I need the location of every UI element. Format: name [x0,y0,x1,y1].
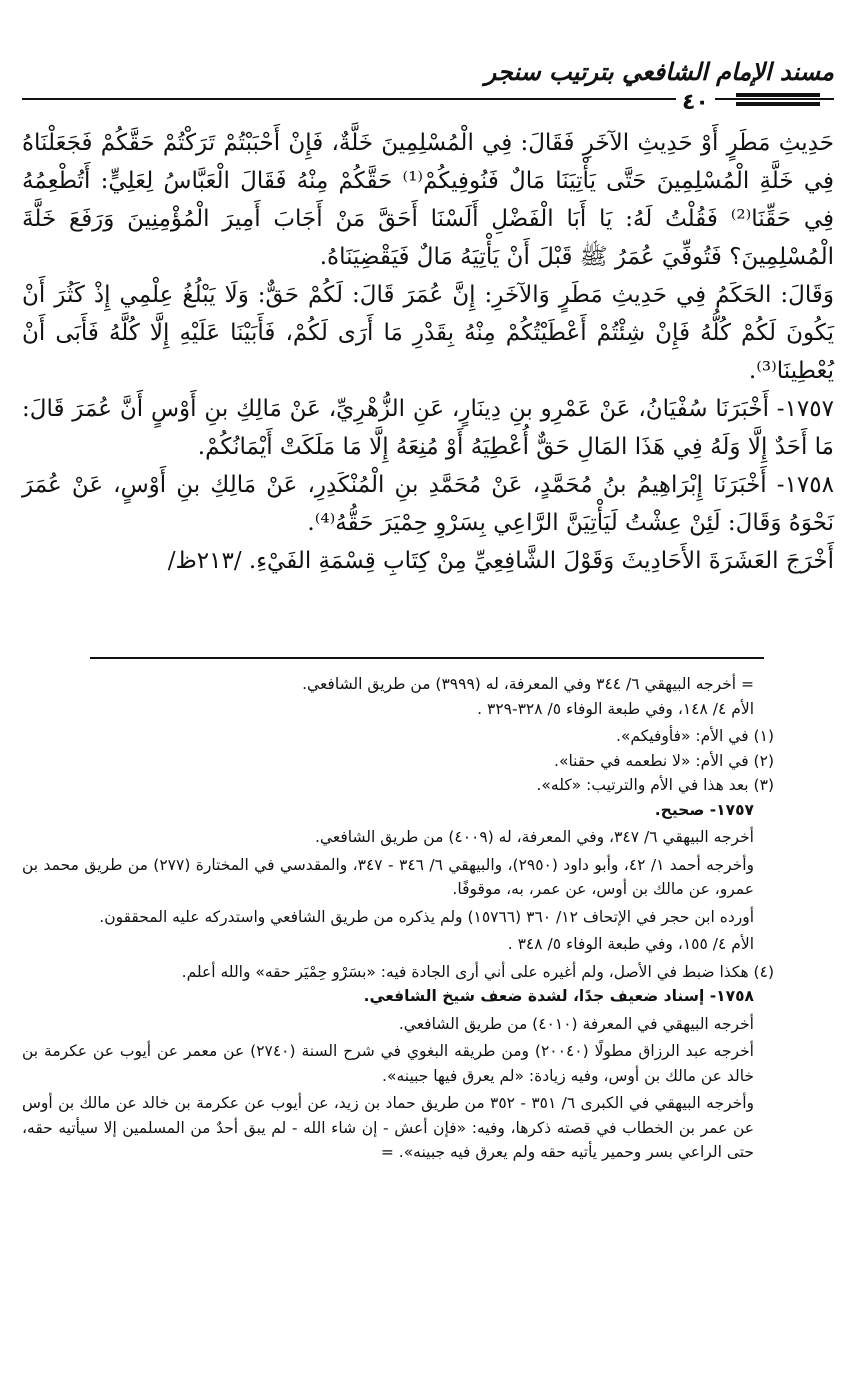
footnote-4: (٤) هكذا ضبط في الأصل، ولم أغيره على أني أرى الجادة فيه: «بسَرْو حِمْيَر حقه» والله أعلم. [181,962,774,981]
paragraph-hakam-statement: وَقَالَ: الحَكَمُ فِي حَدِيثِ مَطَرٍ وَالآخَرِ: إِنَّ عُمَرَ قَالَ: لَكُمْ حَقٌّ: وَلَا يَبْلُغُ عِلْمِي إِذْ كَثُرَ أَنْ يَكُونَ لَكُمْ كُلُّهُ فَإِنْ شِئْتُمْ أَعْطَيْتُكُمْ مِنْهُ بِقَدْرِ مَا أَرَى لَكُمْ، فَأَبَيْنَا عَلَيْهِ إِلَّا كُلَّهُ فَأَبَى أَنْ يُعْطِينَا⁽³⁾. [22,282,834,384]
paragraph-continuation: حَدِيثِ مَطَرٍ أَوْ حَدِيثِ الآخَرِ فَقَالَ: فِي الْمُسْلِمِينَ خَلَّةٌ، فَإِنْ أَحْبَبْتُمْ تَرَكْتُمْ حَقَّكُمْ فَجَعَلْنَاهُ فِي خَلَّةِ الْمُسْلِمِينَ حَتَّى يَأْتِيَنَا مَالٌ فَنُوفِيكُمْ⁽¹⁾ حَقَّكُمْ مِنْهُ فَقَالَ الْعَبَّاسُ لِعَلِيٍّ: أَتُطْعِمُهُ فِي حَقِّنَا⁽²⁾ فَقُلْتُ لَهُ: يَا أَبَا الْفَضْلِ أَلَسْنَا أَحَقَّ مَنْ أَجَابَ أَمِيرَ الْمُؤْمِنِينَ وَرَفَعَ خَلَّةَ الْمُسْلِمِينَ؟ فَتُوفِّيَ عُمَرُ ﷺ قَبْلَ أَنْ يَأْتِيَهُ مَالٌ فَيَقْضِيَنَاهُ. [22,130,834,270]
paragraph-source-note: أَخْرَجَ العَشَرَةَ الأَحَادِيثَ وَقَوْلَ الشَّافِعِيِّ مِنْ كِتَابِ قِسْمَةِ الفَيْءِ. /٢١٣ظ/ [167,548,834,574]
footnote-heading-1757: ١٧٥٧- صحيح. [654,800,754,819]
page-number-bar-top [736,93,820,97]
hadith-1757: ١٧٥٧- أَخْبَرَنَا سُفْيَانُ، عَنْ عَمْرِو بنِ دِينَارٍ، عَنِ الزُّهْرِيِّ، عَنْ مَالِكِ بنِ أَوْسٍ أَنَّ عُمَرَ قَالَ: مَا أَحَدٌ إِلَّا وَلَهُ فِي هَذَا المَالِ حَقٌّ أُعْطِيَهُ أَوْ مُنِعَهُ إِلَّا مَا مَلَكَتْ أَيْمَانُكُمْ. [22,396,834,460]
footnote-line: وأخرجه أحمد ١/ ٤٢، وأبو داود (٢٩٥٠)، والبيهقي ٦/ ٣٤٦ - ٣٤٧، والمقدسي في المختارة (٢٧٧) من طريق محمد بن عمرو، عن مالك بن أوس، عن عمر، به، موقوفًا. [22,855,755,898]
page-number: ٤٠ [676,90,715,115]
footnotes [22,672,774,1165]
footnote-2: (٢) في الأم: «لا نطعمه في حقنا». [554,751,774,770]
hadith-1758: ١٧٥٨- أَخْبَرَنَا إِبْرَاهِيمُ بنُ مُحَمَّدٍ، عَنْ مُحَمَّدِ بنِ الْمُنْكَدِرِ، عَنْ مَالِكِ بنِ أَوْسٍ، عَنْ عُمَرَ نَحْوَهُ وَقَالَ: لَئِنْ عِشْتُ لَيَأْتِيَنَّ الرَّاعِي بِسَرْوِ حِمْيَرَ حَقُّهُ⁽⁴⁾. [22,472,834,536]
footnote-line: الأم ٤/ ١٤٨، وفي طبعة الوفاء ٥/ ٣٢٨-٣٢٩ . [477,699,754,718]
footnote-line: الأم ٤/ ١٥٥، وفي طبعة الوفاء ٥/ ٣٤٨ . [507,935,754,953]
footnote-line: وأخرجه البيهقي في الكبرى ٦/ ٣٥١ - ٣٥٢ من طريق حماد بن زيد، عن أيوب عن عكرمة بن خالد عن مالك بن أوس عن عمر بن الخطاب في قصته ذكرها، وفيه: «فإن أعش - إن شاء الله - لم يبق أحدٌ من المسلمين إلا سيأتيه حقه، حتى الراعي بسر وحمير يأتيه حقه ولم يعرق فيه جبينه». = [22,1094,755,1161]
running-header-title: مسند الإمام الشافعي بترتيب سنجر [484,58,834,86]
footnote-3: (٣) بعد هذا في الأم والترتيب: «كله». [536,776,774,794]
footnote-line: أخرجه عبد الرزاق مطولًا (٢٠٠٤٠) ومن طريقه البغوي في شرح السنة (٢٧٤٠) عن معمر عن أيوب عن عكرمة بن خالد عن مالك بن أوس، وفيه زيادة: «لم يعرق فيها جبينه». [22,1042,754,1085]
footnote-line: أورده ابن حجر في الإتحاف ١٢/ ٣٦٠ (١٥٧٦٦) ولم يذكره من طريق الشافعي واستدركه عليه المحققون. [99,907,754,926]
footnote-1: (١) في الأم: «فأوفيكم». [616,727,774,745]
footnote-line: = أخرجه البيهقي ٦/ ٣٤٤ وفي المعرفة، له (٣٩٩٩) من طريق الشافعي. [302,675,754,693]
page-number-bar-bottom [736,102,820,106]
main-text [22,124,834,580]
footnote-line: أخرجه البيهقي في المعرفة (٤٠١٠) من طريق الشافعي. [398,1014,754,1033]
footnote-heading-1758: ١٧٥٨- إسناد ضعيف جدًا، لشدة ضعف شيخ الشافعي. [363,987,754,1005]
footnote-separator [90,657,764,659]
footnote-line: أخرجه البيهقي ٦/ ٣٤٧، وفي المعرفة، له (٤٠٠٩) من طريق الشافعي. [315,828,754,846]
